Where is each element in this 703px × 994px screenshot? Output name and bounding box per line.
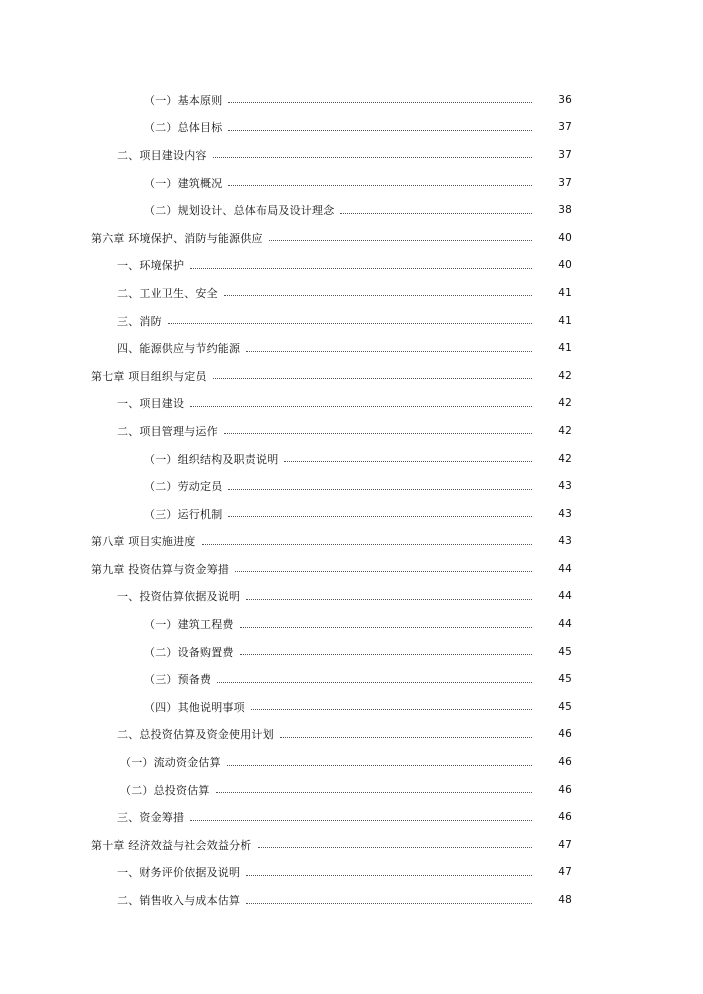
toc-entry-title: 第七章 项目组织与定员 <box>91 368 213 384</box>
toc-entry-title: （一）建筑工程费 <box>144 616 240 632</box>
dot-leader <box>228 130 532 131</box>
toc-entry-page-number: 46 <box>558 783 572 796</box>
toc-entry[interactable] <box>0 307 703 335</box>
toc-entry-page-number: 47 <box>558 838 572 851</box>
toc-entry[interactable] <box>0 748 703 776</box>
toc-entry-title: （二）总投资估算 <box>120 782 216 798</box>
dot-leader <box>340 213 532 214</box>
toc-entry-title: 三、消防 <box>117 313 168 329</box>
dot-leader <box>190 268 532 269</box>
toc-entry-page-number: 37 <box>558 121 572 134</box>
dot-leader <box>224 295 532 296</box>
dot-leader <box>202 544 533 545</box>
dot-leader <box>258 847 533 848</box>
toc-entry-title: （四）其他说明事项 <box>144 699 251 715</box>
toc-entry-title: 第九章 投资估算与资金筹措 <box>91 561 235 577</box>
toc-entry[interactable] <box>0 776 703 804</box>
toc-entry-page-number: 41 <box>558 342 572 355</box>
toc-entry[interactable] <box>0 665 703 693</box>
toc-entry[interactable] <box>0 859 703 887</box>
toc-entry[interactable] <box>0 86 703 114</box>
table-of-contents <box>0 86 703 914</box>
dot-leader <box>284 461 532 462</box>
toc-entry-title: 三、资金筹措 <box>117 809 190 825</box>
dot-leader <box>228 185 532 186</box>
toc-entry-page-number: 46 <box>558 811 572 824</box>
dot-leader <box>216 792 532 793</box>
toc-entry[interactable] <box>0 886 703 914</box>
dot-leader <box>240 654 532 655</box>
toc-entry-page-number: 40 <box>558 231 572 244</box>
dot-leader <box>228 516 532 517</box>
toc-entry-page-number: 37 <box>558 148 572 161</box>
toc-entry[interactable] <box>0 141 703 169</box>
toc-entry-page-number: 45 <box>558 700 572 713</box>
toc-entry-page-number: 46 <box>558 756 572 769</box>
toc-entry-title: （二）总体目标 <box>144 119 228 135</box>
toc-entry[interactable] <box>0 472 703 500</box>
dot-leader <box>251 709 532 710</box>
toc-entry-title: 第八章 项目实施进度 <box>91 533 202 549</box>
toc-entry[interactable] <box>0 390 703 418</box>
toc-entry-page-number: 36 <box>558 93 572 106</box>
toc-entry[interactable] <box>0 169 703 197</box>
toc-entry-title: （一）组织结构及职责说明 <box>144 451 284 467</box>
toc-entry[interactable] <box>0 279 703 307</box>
toc-entry-title: （一）流动资金估算 <box>120 754 227 770</box>
dot-leader <box>228 102 532 103</box>
dot-leader <box>235 571 532 572</box>
dot-leader <box>246 351 532 352</box>
toc-entry[interactable] <box>0 583 703 611</box>
toc-entry-page-number: 45 <box>558 645 572 658</box>
toc-entry[interactable] <box>0 224 703 252</box>
toc-entry-page-number: 47 <box>558 866 572 879</box>
dot-leader <box>227 765 532 766</box>
toc-entry-title: 一、财务评价依据及说明 <box>117 864 246 880</box>
toc-entry-title: 二、项目建设内容 <box>117 147 213 163</box>
toc-entry[interactable] <box>0 803 703 831</box>
toc-entry-title: 一、环境保护 <box>117 257 190 273</box>
toc-entry-page-number: 46 <box>558 728 572 741</box>
toc-entry[interactable] <box>0 555 703 583</box>
toc-entry[interactable] <box>0 831 703 859</box>
toc-entry[interactable] <box>0 114 703 142</box>
toc-entry[interactable] <box>0 528 703 556</box>
toc-entry-title: （三）预备费 <box>144 671 217 687</box>
toc-entry-title: 一、项目建设 <box>117 395 190 411</box>
toc-entry-page-number: 43 <box>558 480 572 493</box>
dot-leader <box>240 627 532 628</box>
dot-leader <box>246 599 532 600</box>
toc-entry-title: （二）劳动定员 <box>144 478 228 494</box>
toc-entry-title: 二、总投资估算及资金使用计划 <box>117 726 280 742</box>
toc-entry-page-number: 44 <box>558 562 572 575</box>
toc-entry-page-number: 43 <box>558 535 572 548</box>
toc-entry-page-number: 44 <box>558 618 572 631</box>
dot-leader <box>246 903 532 904</box>
toc-entry[interactable] <box>0 252 703 280</box>
toc-entry[interactable] <box>0 693 703 721</box>
toc-entry-page-number: 37 <box>558 176 572 189</box>
toc-entry-page-number: 42 <box>558 452 572 465</box>
toc-entry-title: 一、投资估算依据及说明 <box>117 588 246 604</box>
toc-entry-page-number: 38 <box>558 204 572 217</box>
toc-entry-title: （一）建筑概况 <box>144 175 228 191</box>
dot-leader <box>190 820 532 821</box>
toc-entry-page-number: 43 <box>558 507 572 520</box>
toc-entry-page-number: 45 <box>558 673 572 686</box>
toc-entry-page-number: 42 <box>558 397 572 410</box>
toc-entry[interactable] <box>0 362 703 390</box>
dot-leader <box>228 489 532 490</box>
dot-leader <box>217 682 532 683</box>
toc-entry[interactable] <box>0 196 703 224</box>
toc-entry[interactable] <box>0 638 703 666</box>
dot-leader <box>168 323 532 324</box>
toc-entry-title: 二、销售收入与成本估算 <box>117 892 246 908</box>
dot-leader <box>224 433 532 434</box>
toc-entry[interactable] <box>0 610 703 638</box>
toc-entry[interactable] <box>0 445 703 473</box>
toc-entry[interactable] <box>0 334 703 362</box>
toc-entry-page-number: 41 <box>558 286 572 299</box>
dot-leader <box>269 240 532 241</box>
dot-leader <box>280 737 532 738</box>
toc-entry[interactable] <box>0 417 703 445</box>
toc-entry-title: （三）运行机制 <box>144 506 228 522</box>
toc-entry-title: 第十章 经济效益与社会效益分析 <box>91 837 258 853</box>
toc-entry[interactable] <box>0 500 703 528</box>
toc-entry-title: 二、工业卫生、安全 <box>117 285 224 301</box>
toc-entry-page-number: 44 <box>558 590 572 603</box>
toc-entry-title: 二、项目管理与运作 <box>117 423 224 439</box>
toc-entry-page-number: 40 <box>558 259 572 272</box>
toc-entry-page-number: 42 <box>558 369 572 382</box>
toc-entry-page-number: 42 <box>558 424 572 437</box>
toc-entry-title: 四、能源供应与节约能源 <box>117 340 246 356</box>
toc-entry-title: （二）设备购置费 <box>144 644 240 660</box>
toc-entry-title: 第六章 环境保护、消防与能源供应 <box>91 230 269 246</box>
toc-entry-page-number: 41 <box>558 314 572 327</box>
toc-entry-title: （一）基本原则 <box>144 92 228 108</box>
dot-leader <box>213 378 532 379</box>
dot-leader <box>213 157 532 158</box>
dot-leader <box>246 875 532 876</box>
toc-entry[interactable] <box>0 721 703 749</box>
toc-entry-page-number: 48 <box>558 894 572 907</box>
toc-entry-title: （二）规划设计、总体布局及设计理念 <box>144 202 340 218</box>
dot-leader <box>190 406 532 407</box>
